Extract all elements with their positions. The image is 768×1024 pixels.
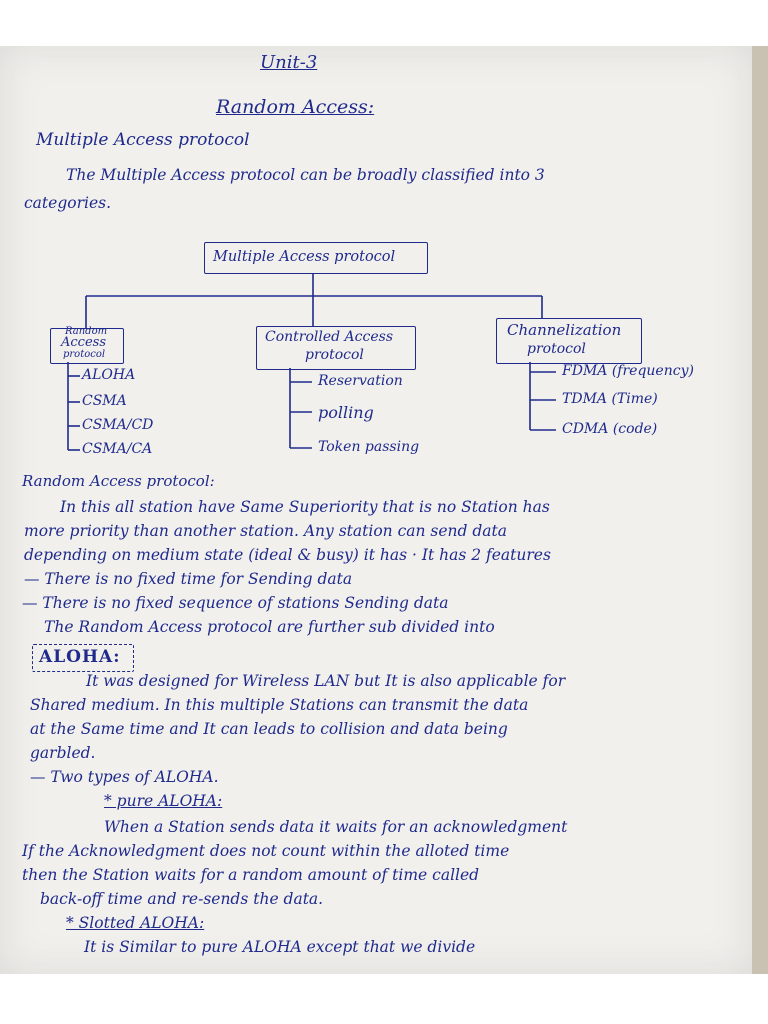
slotted-aloha-heading: * Slotted ALOHA: xyxy=(66,914,205,932)
random-access-line-4: — There is no fixed time for Sending data xyxy=(24,570,353,588)
pure-aloha-line-1: When a Station sends data it waits for an acknowledgment xyxy=(104,818,568,836)
intro-line-2: categories. xyxy=(24,194,111,212)
pure-aloha-heading: * pure ALOHA: xyxy=(104,792,223,810)
random-item-csma-cd: CSMA/CD xyxy=(82,417,154,433)
pure-aloha-line-4: back-off time and re-sends the data. xyxy=(40,890,324,908)
channelization-label-1: Channelization xyxy=(507,321,622,339)
pure-aloha-line-3: then the Station waits for a random amount of time called xyxy=(22,866,480,884)
controlled-item-token-passing: Token passing xyxy=(318,439,420,455)
random-access-label-3: protocol xyxy=(63,349,106,360)
aloha-line-5: — Two types of ALOHA. xyxy=(30,768,219,786)
aloha-heading: ALOHA: xyxy=(39,647,121,667)
random-access-label-2: Access xyxy=(61,335,106,350)
channel-item-fdma: FDMA (frequency) xyxy=(562,363,694,379)
controlled-access-label-2: protocol xyxy=(305,347,364,363)
random-item-csma: CSMA xyxy=(82,393,127,409)
controlled-item-polling: polling xyxy=(318,403,374,422)
intro-line-1: The Multiple Access protocol can be broadly classified into 3 xyxy=(66,166,545,184)
channel-item-cdma: CDMA (code) xyxy=(562,421,658,437)
channelization-label-2: protocol xyxy=(527,341,586,357)
unit-label: Unit-3 xyxy=(260,52,318,73)
random-access-line-6: The Random Access protocol are further sub divided into xyxy=(44,618,495,636)
random-item-aloha: ALOHA xyxy=(82,367,136,383)
random-access-line-5: — There is no fixed sequence of stations Sending data xyxy=(22,594,449,612)
channel-item-tdma: TDMA (Time) xyxy=(562,391,658,407)
random-access-line-3: depending on medium state (ideal & busy) it has · It has 2 features xyxy=(24,546,551,564)
aloha-line-2: Shared medium. In this multiple Stations can transmit the data xyxy=(30,696,529,714)
aloha-line-1: It was designed for Wireless LAN but It is also applicable for xyxy=(86,672,566,690)
random-access-box xyxy=(50,328,124,364)
diagram-root-box xyxy=(204,242,428,274)
diagram-root-label: Multiple Access protocol xyxy=(213,249,396,265)
aloha-line-3: at the Same time and It can leads to collision and data being xyxy=(30,720,508,738)
pure-aloha-line-2: If the Acknowledgment does not count within the alloted time xyxy=(22,842,510,860)
page-edge xyxy=(752,46,768,974)
random-access-line-2: more priority than another station. Any station can send data xyxy=(24,522,507,540)
random-access-label-1: Random xyxy=(65,326,108,337)
page-title: Random Access: xyxy=(216,96,375,118)
random-item-csma-ca: CSMA/CA xyxy=(82,441,153,457)
aloha-heading-box xyxy=(32,644,134,672)
notebook-page xyxy=(0,46,752,974)
controlled-access-box xyxy=(256,326,416,370)
controlled-item-reservation: Reservation xyxy=(318,373,403,389)
controlled-access-label-1: Controlled Access xyxy=(265,329,394,345)
aloha-line-4: garbled. xyxy=(30,744,96,762)
random-access-heading: Random Access protocol: xyxy=(22,472,215,490)
slotted-aloha-line-1: It is Similar to pure ALOHA except that we divide xyxy=(84,938,476,956)
section-heading: Multiple Access protocol xyxy=(36,130,250,150)
random-access-line-1: In this all station have Same Superiority that is no Station has xyxy=(60,498,550,516)
channelization-box xyxy=(496,318,642,364)
